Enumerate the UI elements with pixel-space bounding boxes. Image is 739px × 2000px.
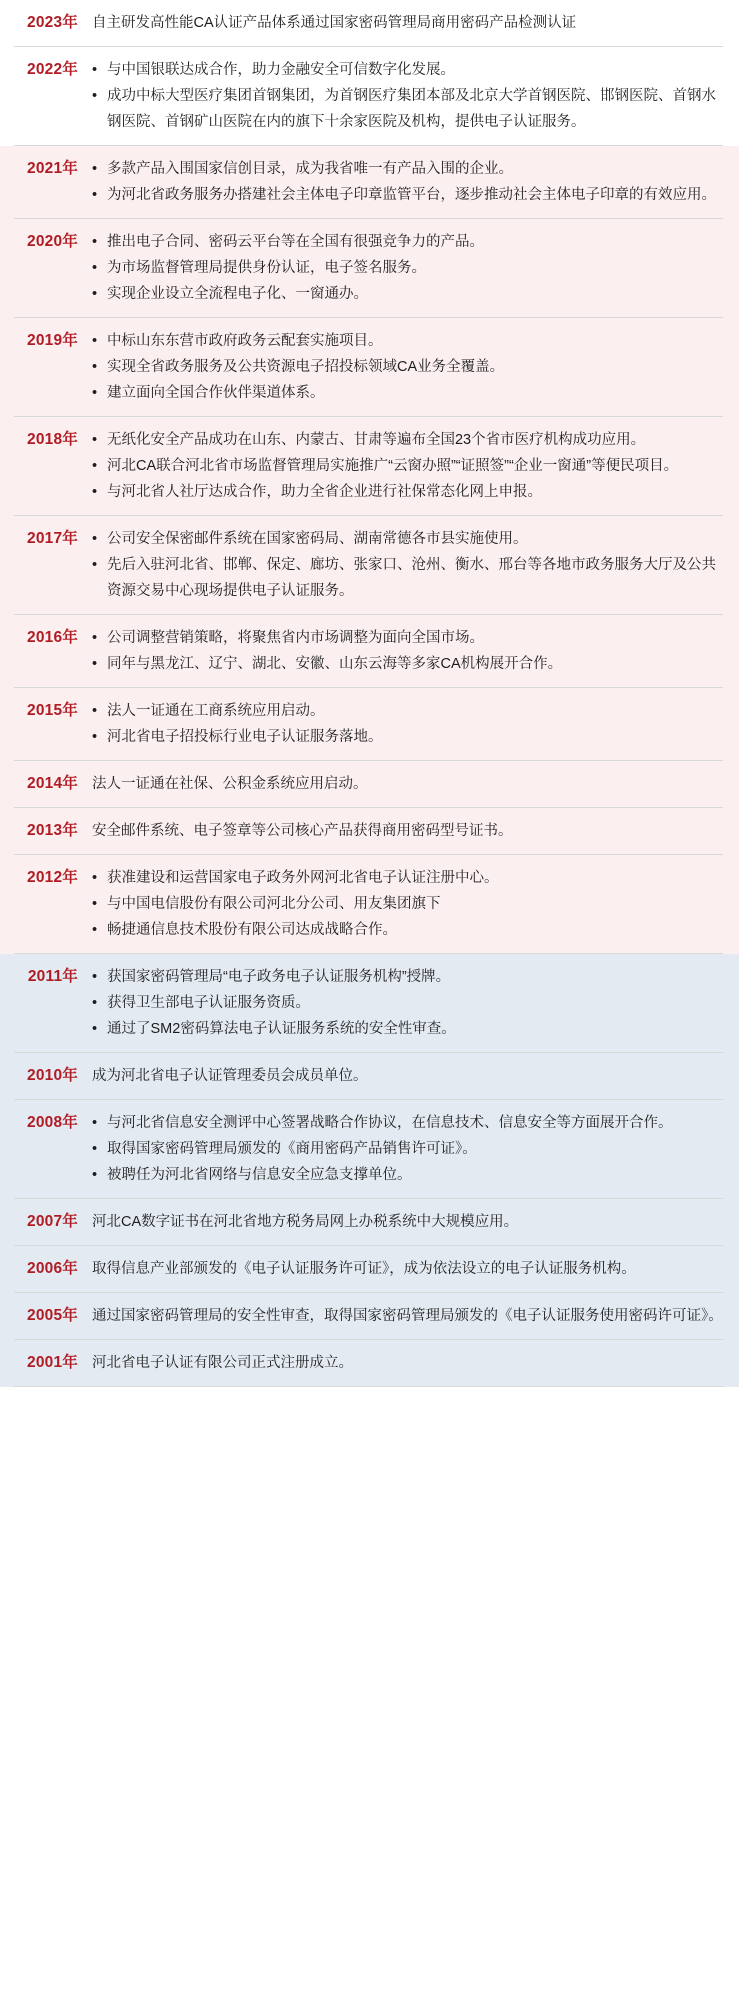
timeline-band — [0, 615, 739, 688]
timeline-bullet-item: • 推出电子合同、密码云平台等在全国有很强竞争力的产品。 — [92, 229, 723, 255]
timeline-text: 河北CA数字证书在河北省地方税务局网上办税系统中大规模应用。 — [92, 1214, 519, 1230]
timeline-entry — [0, 0, 739, 46]
timeline-text: 河北省电子认证有限公司正式注册成立。 — [92, 1355, 353, 1371]
timeline-entry-content — [92, 1256, 723, 1282]
timeline-bullet-list — [92, 328, 723, 406]
timeline-entry-content — [92, 964, 723, 1042]
timeline-entry-content — [92, 1209, 723, 1235]
timeline-bullet-item: • 建立面向全国合作伙伴渠道体系。 — [92, 380, 723, 406]
timeline-band — [0, 761, 739, 808]
timeline-bullet-item: • 与河北省人社厅达成合作，助力全省企业进行社保常态化网上申报。 — [92, 479, 723, 505]
timeline-band — [0, 318, 739, 417]
timeline-text: 通过国家密码管理局的安全性审查，取得国家密码管理局颁发的《电子认证服务使用密码许可证》。 — [92, 1308, 723, 1324]
timeline-year-label: 2005年 — [27, 1307, 78, 1324]
timeline-year-label: 2011年 — [27, 968, 78, 985]
timeline-bullet-item: • 法人一证通在工商系统应用启动。 — [92, 698, 723, 724]
timeline-bullet-item: • 为市场监督管理局提供身份认证，电子签名服务。 — [92, 255, 723, 281]
timeline-bullet-item: • 畅捷通信息技术股份有限公司达成战略合作。 — [92, 917, 723, 943]
timeline-year-label: 2023年 — [27, 14, 78, 31]
timeline-band — [0, 808, 739, 855]
timeline-text: 成为河北省电子认证管理委员会成员单位。 — [92, 1068, 368, 1084]
timeline-bullet-item: • 实现全省政务服务及公共资源电子招投标领域CA业务全覆盖。 — [92, 354, 723, 380]
timeline-year-label: 2013年 — [27, 822, 78, 839]
timeline-entry — [0, 1199, 739, 1245]
timeline-year-label: 2016年 — [27, 629, 78, 646]
timeline-bullet-list — [92, 427, 723, 505]
timeline-year-label: 2012年 — [27, 869, 78, 886]
timeline-band — [0, 1340, 739, 1387]
timeline-entry — [0, 516, 739, 614]
timeline-year-label: 2007年 — [27, 1213, 78, 1230]
timeline-entry — [0, 1293, 739, 1339]
timeline-entry — [0, 761, 739, 807]
timeline-bullet-item: • 为河北省政务服务办搭建社会主体电子印章监管平台，逐步推动社会主体电子印章的有效应用。 — [92, 182, 723, 208]
timeline-year-label: 2022年 — [27, 61, 78, 78]
timeline-entry — [0, 219, 739, 317]
timeline-entry-content — [92, 10, 723, 36]
timeline-entry-content — [92, 427, 723, 505]
timeline-year-label: 2017年 — [27, 530, 78, 547]
timeline-entry-content — [92, 1063, 723, 1089]
timeline-entry — [0, 954, 739, 1052]
timeline-bullet-item: • 中标山东东营市政府政务云配套实施项目。 — [92, 328, 723, 354]
timeline-bullet-list — [92, 698, 723, 750]
timeline-entry — [0, 615, 739, 687]
timeline-year-label: 2010年 — [27, 1067, 78, 1084]
timeline-band — [0, 516, 739, 615]
timeline-entry — [0, 855, 739, 953]
timeline-bullet-item: • 河北省电子招投标行业电子认证服务落地。 — [92, 724, 723, 750]
timeline-divider — [14, 1386, 723, 1387]
timeline-entry — [0, 318, 739, 416]
timeline-entry-content — [92, 1303, 723, 1329]
timeline-band — [0, 417, 739, 516]
timeline-bullet-item: • 与河北省信息安全测评中心签署战略合作协议，在信息技术、信息安全等方面展开合作。 — [92, 1110, 723, 1136]
timeline-entry-content — [92, 1110, 723, 1188]
timeline-band — [0, 1293, 739, 1340]
timeline-band — [0, 1246, 739, 1293]
timeline-band — [0, 688, 739, 761]
timeline-entry-content — [92, 328, 723, 406]
timeline-entry-content — [92, 698, 723, 750]
timeline-bullet-item: • 无纸化安全产品成功在山东、内蒙古、甘肃等遍布全国23个省市医疗机构成功应用。 — [92, 427, 723, 453]
timeline-entry — [0, 688, 739, 760]
timeline-bullet-item: • 实现企业设立全流程电子化、一窗通办。 — [92, 281, 723, 307]
timeline-bullet-item: • 公司调整营销策略，将聚焦省内市场调整为面向全国市场。 — [92, 625, 723, 651]
timeline-bullet-list — [92, 625, 723, 677]
timeline-entry-content — [92, 1350, 723, 1376]
timeline-entry — [0, 1246, 739, 1292]
timeline-entry — [0, 1053, 739, 1099]
timeline-entry-content — [92, 771, 723, 797]
timeline-bullet-item: • 与中国银联达成合作，助力金融安全可信数字化发展。 — [92, 57, 723, 83]
timeline-bullet-item: • 获国家密码管理局“电子政务电子认证服务机构”授牌。 — [92, 964, 723, 990]
timeline-year-label: 2014年 — [27, 775, 78, 792]
timeline-entry-content — [92, 865, 723, 943]
timeline-entry — [0, 417, 739, 515]
timeline-year-label: 2015年 — [27, 702, 78, 719]
timeline-bullet-item: • 先后入驻河北省、邯郸、保定、廊坊、张家口、沧州、衡水、邢台等各地市政务服务大厅及公共资源交易中心现场提供电子认证服务。 — [92, 552, 723, 604]
timeline-year-label: 2020年 — [27, 233, 78, 250]
timeline-year-label: 2001年 — [27, 1354, 78, 1371]
timeline-band — [0, 1100, 739, 1199]
timeline-bullet-item: • 多款产品入围国家信创目录，成为我省唯一有产品入围的企业。 — [92, 156, 723, 182]
timeline-bullet-item: • 通过了SM2密码算法电子认证服务系统的安全性审查。 — [92, 1016, 723, 1042]
timeline-band — [0, 0, 739, 47]
timeline-text: 安全邮件系统、电子签章等公司核心产品获得商用密码型号证书。 — [92, 823, 513, 839]
timeline-bullet-item: • 获准建设和运营国家电子政务外网河北省电子认证注册中心。 — [92, 865, 723, 891]
timeline-entry-content — [92, 625, 723, 677]
timeline-bullet-list — [92, 156, 723, 208]
timeline-entry — [0, 146, 739, 218]
timeline-bullet-item: • 被聘任为河北省网络与信息安全应急支撑单位。 — [92, 1162, 723, 1188]
timeline-bullet-item: • 河北CA联合河北省市场监督管理局实施推广“云窗办照”“证照签”“企业一窗通”等便民项目。 — [92, 453, 723, 479]
timeline-entry-content — [92, 57, 723, 135]
timeline-bullet-item: • 公司安全保密邮件系统在国家密码局、湖南常德各市县实施使用。 — [92, 526, 723, 552]
timeline-entry-content — [92, 818, 723, 844]
timeline-bullet-list — [92, 964, 723, 1042]
timeline-bullet-item: • 同年与黑龙江、辽宁、湖北、安徽、山东云海等多家CA机构展开合作。 — [92, 651, 723, 677]
timeline-bullet-list — [92, 1110, 723, 1188]
timeline-year-label: 2018年 — [27, 431, 78, 448]
timeline-entry — [0, 1340, 739, 1386]
timeline-text: 取得信息产业部颁发的《电子认证服务许可证》，成为依法设立的电子认证服务机构。 — [92, 1261, 636, 1277]
timeline-band — [0, 1199, 739, 1246]
timeline-bullet-list — [92, 865, 723, 943]
timeline-text: 自主研发高性能CA认证产品体系通过国家密码管理局商用密码产品检测认证 — [92, 15, 577, 31]
timeline-year-label: 2006年 — [27, 1260, 78, 1277]
timeline-bullet-item: • 成功中标大型医疗集团首钢集团，为首钢医疗集团本部及北京大学首钢医院、邯钢医院、首钢水钢医院、首钢矿山医院在内的旗下十余家医院及机构，提供电子认证服务。 — [92, 83, 723, 135]
timeline-band — [0, 47, 739, 146]
timeline-band — [0, 954, 739, 1053]
timeline-bullet-item: • 取得国家密码管理局颁发的《商用密码产品销售许可证》。 — [92, 1136, 723, 1162]
timeline-entry — [0, 1100, 739, 1198]
timeline-entry-content — [92, 526, 723, 604]
timeline-year-label: 2021年 — [27, 160, 78, 177]
timeline-bullet-item: • 与中国电信股份有限公司河北分公司、用友集团旗下 — [92, 891, 723, 917]
timeline-entry — [0, 808, 739, 854]
timeline-band — [0, 855, 739, 954]
timeline-entry-content — [92, 156, 723, 208]
timeline-band — [0, 146, 739, 219]
timeline-bullet-list — [92, 229, 723, 307]
timeline-bullet-item: • 获得卫生部电子认证服务资质。 — [92, 990, 723, 1016]
timeline-year-label: 2019年 — [27, 332, 78, 349]
timeline-text: 法人一证通在社保、公积金系统应用启动。 — [92, 776, 368, 792]
timeline-band — [0, 219, 739, 318]
timeline-entry — [0, 47, 739, 145]
timeline-bullet-list — [92, 526, 723, 604]
timeline-entry-content — [92, 229, 723, 307]
timeline-band — [0, 1053, 739, 1100]
timeline-year-label: 2008年 — [27, 1114, 78, 1131]
timeline-bullet-list — [92, 57, 723, 135]
